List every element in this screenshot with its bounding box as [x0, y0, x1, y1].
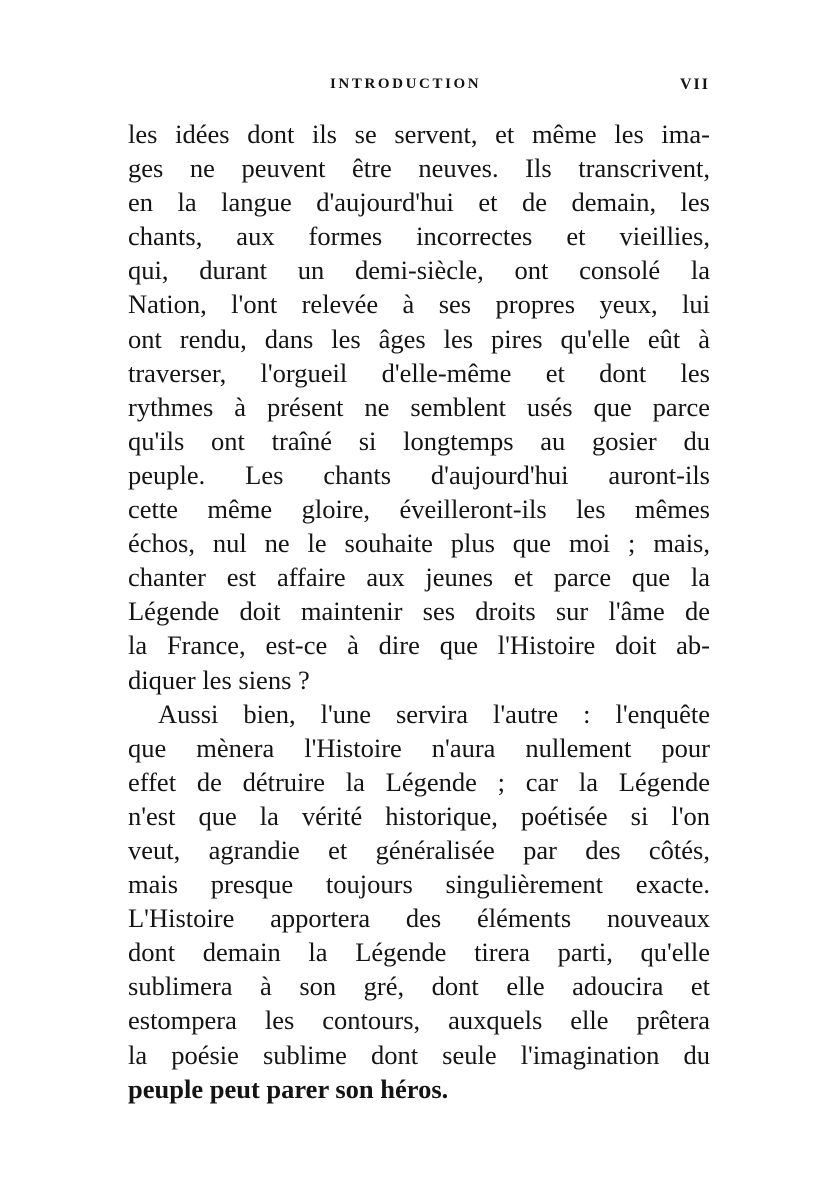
text-line: dont demain la Légende tirera parti, qu'elle: [128, 937, 710, 968]
paragraph-end-line: peuple peut parer son héros.: [128, 1073, 449, 1104]
text-line: la France, est-ce à dire que l'Histoire doit ab-: [128, 630, 710, 661]
text-line: en la langue d'aujourd'hui et de demain, les: [128, 187, 710, 218]
text-line: veut, agrandie et généralisée par des côtés,: [128, 834, 710, 865]
text-line: chanter est affaire aux jeunes et parce que la: [128, 562, 710, 593]
text-line: peuple. Les chants d'aujourd'hui auront-ils: [128, 459, 710, 490]
text-line: mais presque toujours singulièrement exacte.: [128, 869, 710, 900]
text-line: que mènera l'Histoire n'aura nullement pour: [128, 732, 710, 763]
text-line: ges ne peuvent être neuves. Ils transcrivent,: [128, 153, 710, 184]
running-head: [128, 76, 710, 100]
body-text: [128, 117, 710, 1106]
text-line: les idées dont ils se servent, et même les ima-: [128, 119, 710, 149]
paragraph-first-line: Aussi bien, l'une servira l'autre : l'enquête: [158, 698, 710, 729]
text-line: qu'ils ont traîné si longtemps au gosier du: [128, 425, 710, 456]
text-line: rythmes à présent ne semblent usés que parce: [128, 391, 710, 422]
text-line: la poésie sublime dont seule l'imagination du: [128, 1039, 710, 1070]
text-line: effet de détruire la Légende ; car la Légende: [128, 766, 710, 797]
text-line: qui, durant un demi-siècle, ont consolé la: [128, 255, 710, 286]
running-title: INTRODUCTION: [330, 76, 482, 92]
text-line: traverser, l'orgueil d'elle-même et dont les: [128, 357, 710, 388]
text-line: Légende doit maintenir ses droits sur l'âme de: [128, 596, 710, 627]
text-line: Nation, l'ont relevée à ses propres yeux, lui: [128, 289, 710, 320]
text-line: ont rendu, dans les âges les pires qu'elle eût à: [128, 323, 710, 354]
text-line: L'Histoire apportera des éléments nouveaux: [128, 903, 710, 934]
text-line: échos, nul ne le souhaite plus que moi ; mais,: [128, 528, 710, 559]
text-line: estompera les contours, auxquels elle prêtera: [128, 1005, 710, 1036]
page-number: VII: [679, 76, 710, 93]
text-line: n'est que la vérité historique, poétisée si l'on: [128, 800, 710, 831]
paragraph-end-line: diquer les siens ?: [128, 664, 310, 695]
text-line: sublimera à son gré, dont elle adoucira et: [128, 971, 710, 1002]
text-line: cette même gloire, éveilleront-ils les mêmes: [128, 494, 710, 525]
text-line: chants, aux formes incorrectes et vieillies,: [128, 221, 710, 252]
